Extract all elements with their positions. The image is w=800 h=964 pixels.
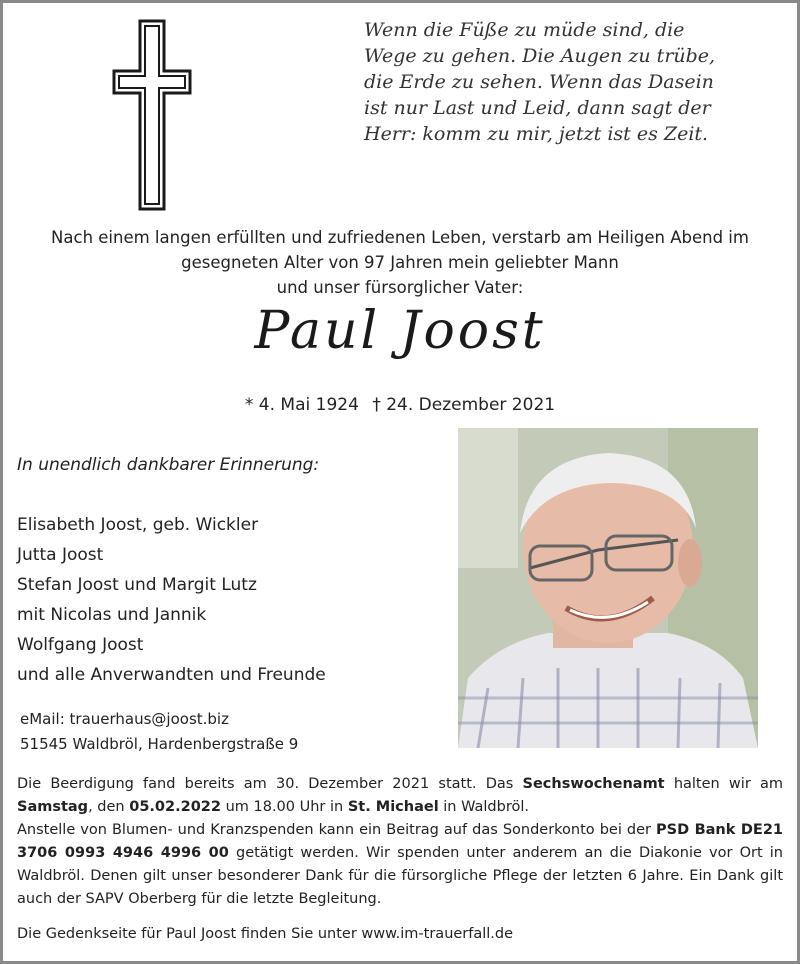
poem — [364, 17, 784, 147]
notice-text: , den — [88, 799, 130, 815]
mourner: mit Nicolas und Jannik — [17, 605, 207, 625]
poem-line: die Erde zu sehen. Wenn das Dasein — [364, 71, 714, 93]
mourner: und alle Anverwandten und Freunde — [17, 665, 326, 685]
notice-text: Anstelle von Blumen- und Kranzspenden kann ein Beitrag auf das Sonderkonto bei der — [17, 822, 657, 838]
funeral-notice — [17, 773, 783, 911]
mourner: Wolfgang Joost — [17, 635, 144, 655]
intro-text — [3, 225, 797, 300]
contact-info — [20, 707, 298, 757]
notice-text: getätigt werden. Wir spenden unter anderem an die Diakonie vor Ort in Waldbröl. Denen gilt unser besonderer Dank für die fürsorgliche Pflege der letzten 6 Jahre. Ein Dank gilt auch der SAPV Oberberg für die letzte Begleitung. — [17, 845, 783, 907]
notice-text: Die Beerdigung fand bereits am 30. Dezember 2021 statt. Das — [17, 776, 523, 792]
memorial-page-note: Die Gedenkseite für Paul Joost finden Sie unter www.im-trauerfall.de — [17, 926, 514, 942]
contact-email: eMail: trauerhaus@joost.biz — [20, 710, 229, 728]
birth-date: * 4. Mai 1924 — [244, 395, 359, 415]
death-date: † 24. Dezember 2021 — [372, 395, 556, 415]
intro-line: und unser fürsorglicher Vater: — [276, 278, 524, 297]
notice-highlight: St. Michael — [347, 799, 439, 815]
life-dates — [3, 395, 797, 415]
bank-account: PSD Bank DE21 3706 0993 4946 4996 00 — [17, 822, 783, 861]
poem-line: ist nur Last und Leid, dann sagt der — [364, 97, 711, 119]
notice-text: halten wir am — [664, 776, 783, 792]
mourner: Jutta Joost — [17, 545, 104, 565]
cross-icon — [110, 17, 194, 213]
mourner: Elisabeth Joost, geb. Wickler — [17, 515, 259, 535]
poem-line: Wenn die Füße zu müde sind, die — [364, 19, 685, 41]
notice-highlight: Samstag — [17, 799, 89, 815]
intro-line: gesegneten Alter von 97 Jahren mein geliebter Mann — [181, 253, 619, 272]
contact-address: 51545 Waldbröl, Hardenbergstraße 9 — [20, 735, 299, 753]
intro-line: Nach einem langen erfüllten und zufriedenen Leben, verstarb am Heiligen Abend im — [51, 228, 749, 247]
portrait-photo — [458, 428, 758, 748]
poem-line: Herr: komm zu mir, jetzt ist es Zeit. — [364, 123, 709, 145]
remembrance-heading: In unendlich dankbarer Erinnerung: — [17, 455, 320, 475]
notice-paragraph-1 — [17, 773, 783, 819]
notice-highlight: Sechswochenamt — [522, 776, 665, 792]
poem-line: Wege zu gehen. Die Augen zu trübe, — [364, 45, 716, 67]
deceased-name: Paul Joost — [254, 301, 546, 361]
mourner: Stefan Joost und Margit Lutz — [17, 575, 257, 595]
mourners-list — [17, 510, 326, 690]
notice-text: um 18.00 Uhr in — [220, 799, 348, 815]
notice-paragraph-2 — [17, 819, 783, 911]
notice-highlight: 05.02.2022 — [129, 799, 221, 815]
notice-text: in Waldbröl. — [438, 799, 529, 815]
obituary-page — [3, 3, 797, 961]
